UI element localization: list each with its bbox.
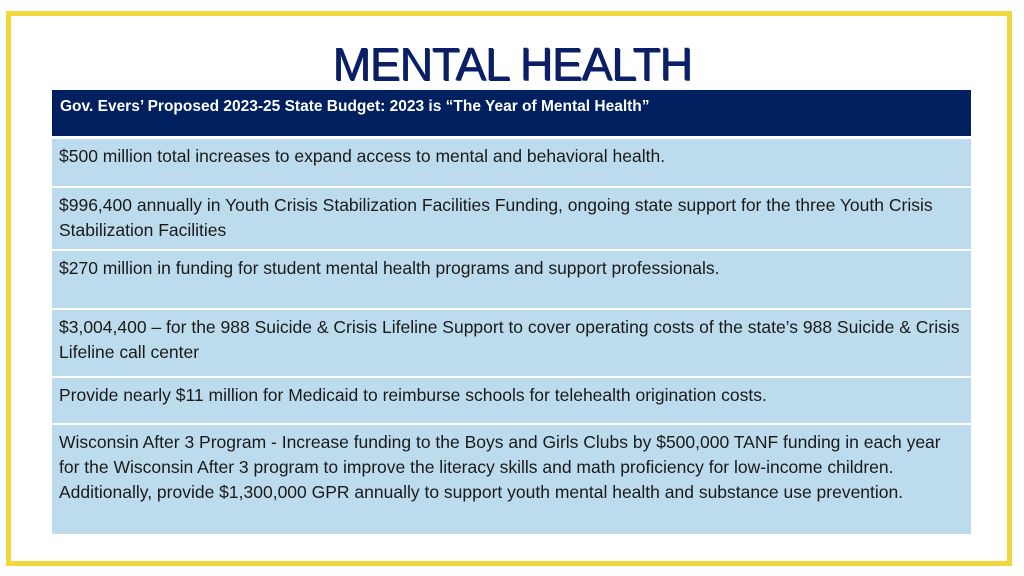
slide-title: MENTAL HEALTH <box>332 38 692 90</box>
table-cell: $996,400 annually in Youth Crisis Stabilization Facilities Funding, ongoing state support for the three Youth Crisis Stabilization Facilities <box>52 187 971 250</box>
table-row <box>52 187 971 250</box>
table-cell: $3,004,400 – for the 988 Suicide & Crisis Lifeline Support to cover operating costs of the state’s 988 Suicide & Crisis Lifeline call center <box>52 309 971 377</box>
table-row <box>52 137 971 187</box>
table-cell: $270 million in funding for student mental health programs and support professionals. <box>52 250 971 309</box>
table-row <box>52 377 971 424</box>
table-row <box>52 309 971 377</box>
budget-table <box>52 90 971 534</box>
table-cell: $500 million total increases to expand access to mental and behavioral health. <box>52 137 971 187</box>
table-cell: Provide nearly $11 million for Medicaid to reimburse schools for telehealth origination costs. <box>52 377 971 424</box>
table-header-cell: Gov. Evers’ Proposed 2023-25 State Budget: 2023 is “The Year of Mental Health” <box>52 90 971 137</box>
table-row <box>52 424 971 534</box>
table-header-row <box>52 90 971 137</box>
table-cell: Wisconsin After 3 Program - Increase funding to the Boys and Girls Clubs by $500,000 TANF funding in each year for the Wisconsin After 3 program to improve the literacy skills and math proficiency for low-income children. Additionally, provide $1,300,000 GPR annually to support youth mental health and substance use prevention. <box>52 424 971 534</box>
table-row <box>52 250 971 309</box>
